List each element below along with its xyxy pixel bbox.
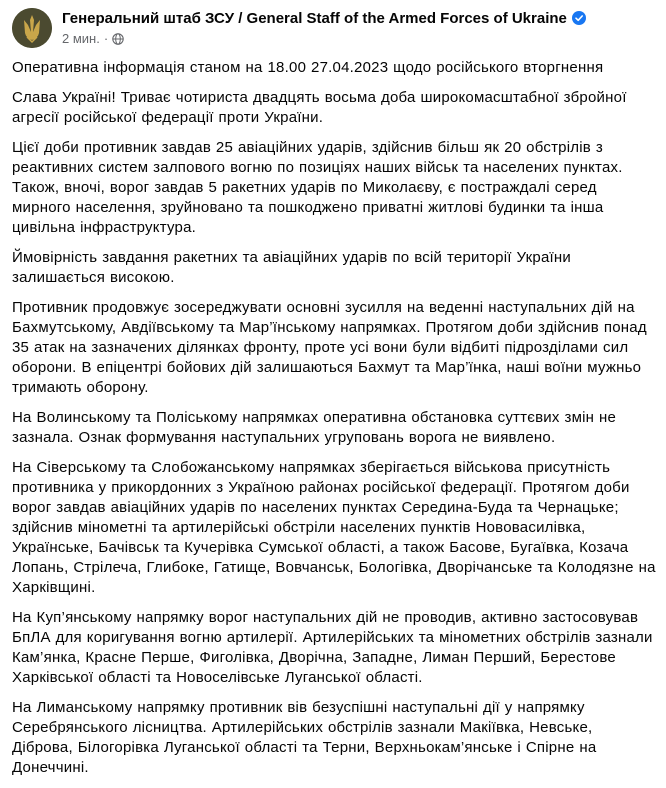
meta-separator: · [103, 31, 109, 46]
post-paragraph: Оперативна інформація станом на 18.00 27.04.2023 щодо російського вторгнення [12, 59, 604, 76]
author-name[interactable] [62, 10, 586, 28]
author-name-text[interactable]: Генеральний штаб ЗСУ / General Staff of the Armed Forces of Ukraine [62, 10, 567, 27]
post-body [12, 58, 656, 788]
post-paragraph: Цієї доби противник завдав 25 авіаційних ударів, здійснив більш як 20 обстрілів з реактивних систем залпового вогню по позиціях наших військ та населених пунктах. Також, вночі, ворог завдав 5 ракетних ударів по Миколаєву, є постраждалі серед мирного населення, зруйновано та пошкоджено приватні житлові будинки та інша цивільна інфраструктура. [12, 139, 623, 236]
post-paragraph: Противник продовжує зосереджувати основні зусилля на веденні наступальних дій на Бахмутському, Авдіївському та Мар’їнському напрямках. Протягом доби здійснив понад 35 атак на зазначених ділянках фронту, проте усі вони були відбиті підрозділами сил оборони. В епіцентрі бойових дій залишаються Бахмут та Мар’їнка, наші воїни мужньо тримають оборону. [12, 299, 647, 396]
post-paragraph: На Лиманському напрямку противник вів безуспішні наступальні дії у напрямку Серебрянського лісництва. Артилерійських обстрілів зазнали Макіївка, Невське, Діброва, Білогорівка Луганської області та Терни, Верхньокам’янське і Спірне на Донеччині. [12, 699, 597, 776]
post-paragraph: На Сіверському та Слобожанському напрямках зберігається військова присутність противника у прикордонних з Україною районах російської федерації. Протягом доби ворог завдав авіаційних ударів по населених пунктах Середина-Буда та Чернацьке; здійснив мінометні та артилерійські обстріли населених пунктів Нововасилівка, Українське, Бачівськ та Кучерівка Сумської області, а також Басове, Бугаївка, Козача Лопань, Стрілеча, Глибоке, Гатище, Вовчанськ, Бологівка, Дворічанське та Колодязне на Харківщині. [12, 459, 656, 596]
post-paragraph: На Волинському та Поліському напрямках оперативна обстановка суттєвих змін не зазнала. Ознак формування наступальних угруповань ворога не виявлено. [12, 409, 617, 446]
post-timestamp[interactable]: 2 мин. [62, 31, 100, 46]
avatar[interactable] [12, 8, 52, 48]
trident-emblem-icon [12, 8, 52, 48]
post-paragraph: Слава Україні! Триває чотириста двадцять восьма доба широкомасштабної збройної агресії російської федерації проти України. [12, 89, 627, 126]
post-paragraph: На Куп’янському напрямку ворог наступальних дій не проводив, активно застосовував БпЛА для коригування вогню артилерії. Артилерійських та мінометних обстрілів зазнали Кам’янка, Красне Перше, Фиголівка, Дворічна, Западне, Лиман Перший, Берестове Харківської області та Новоселівське Луганської області. [12, 609, 653, 686]
post-header [12, 8, 654, 48]
post-paragraph: Ймовірність завдання ракетних та авіаційних ударів по всій території України залишається високою. [12, 249, 571, 286]
globe-icon[interactable] [112, 33, 124, 45]
verified-badge-icon [572, 11, 586, 25]
post-meta [62, 31, 124, 47]
